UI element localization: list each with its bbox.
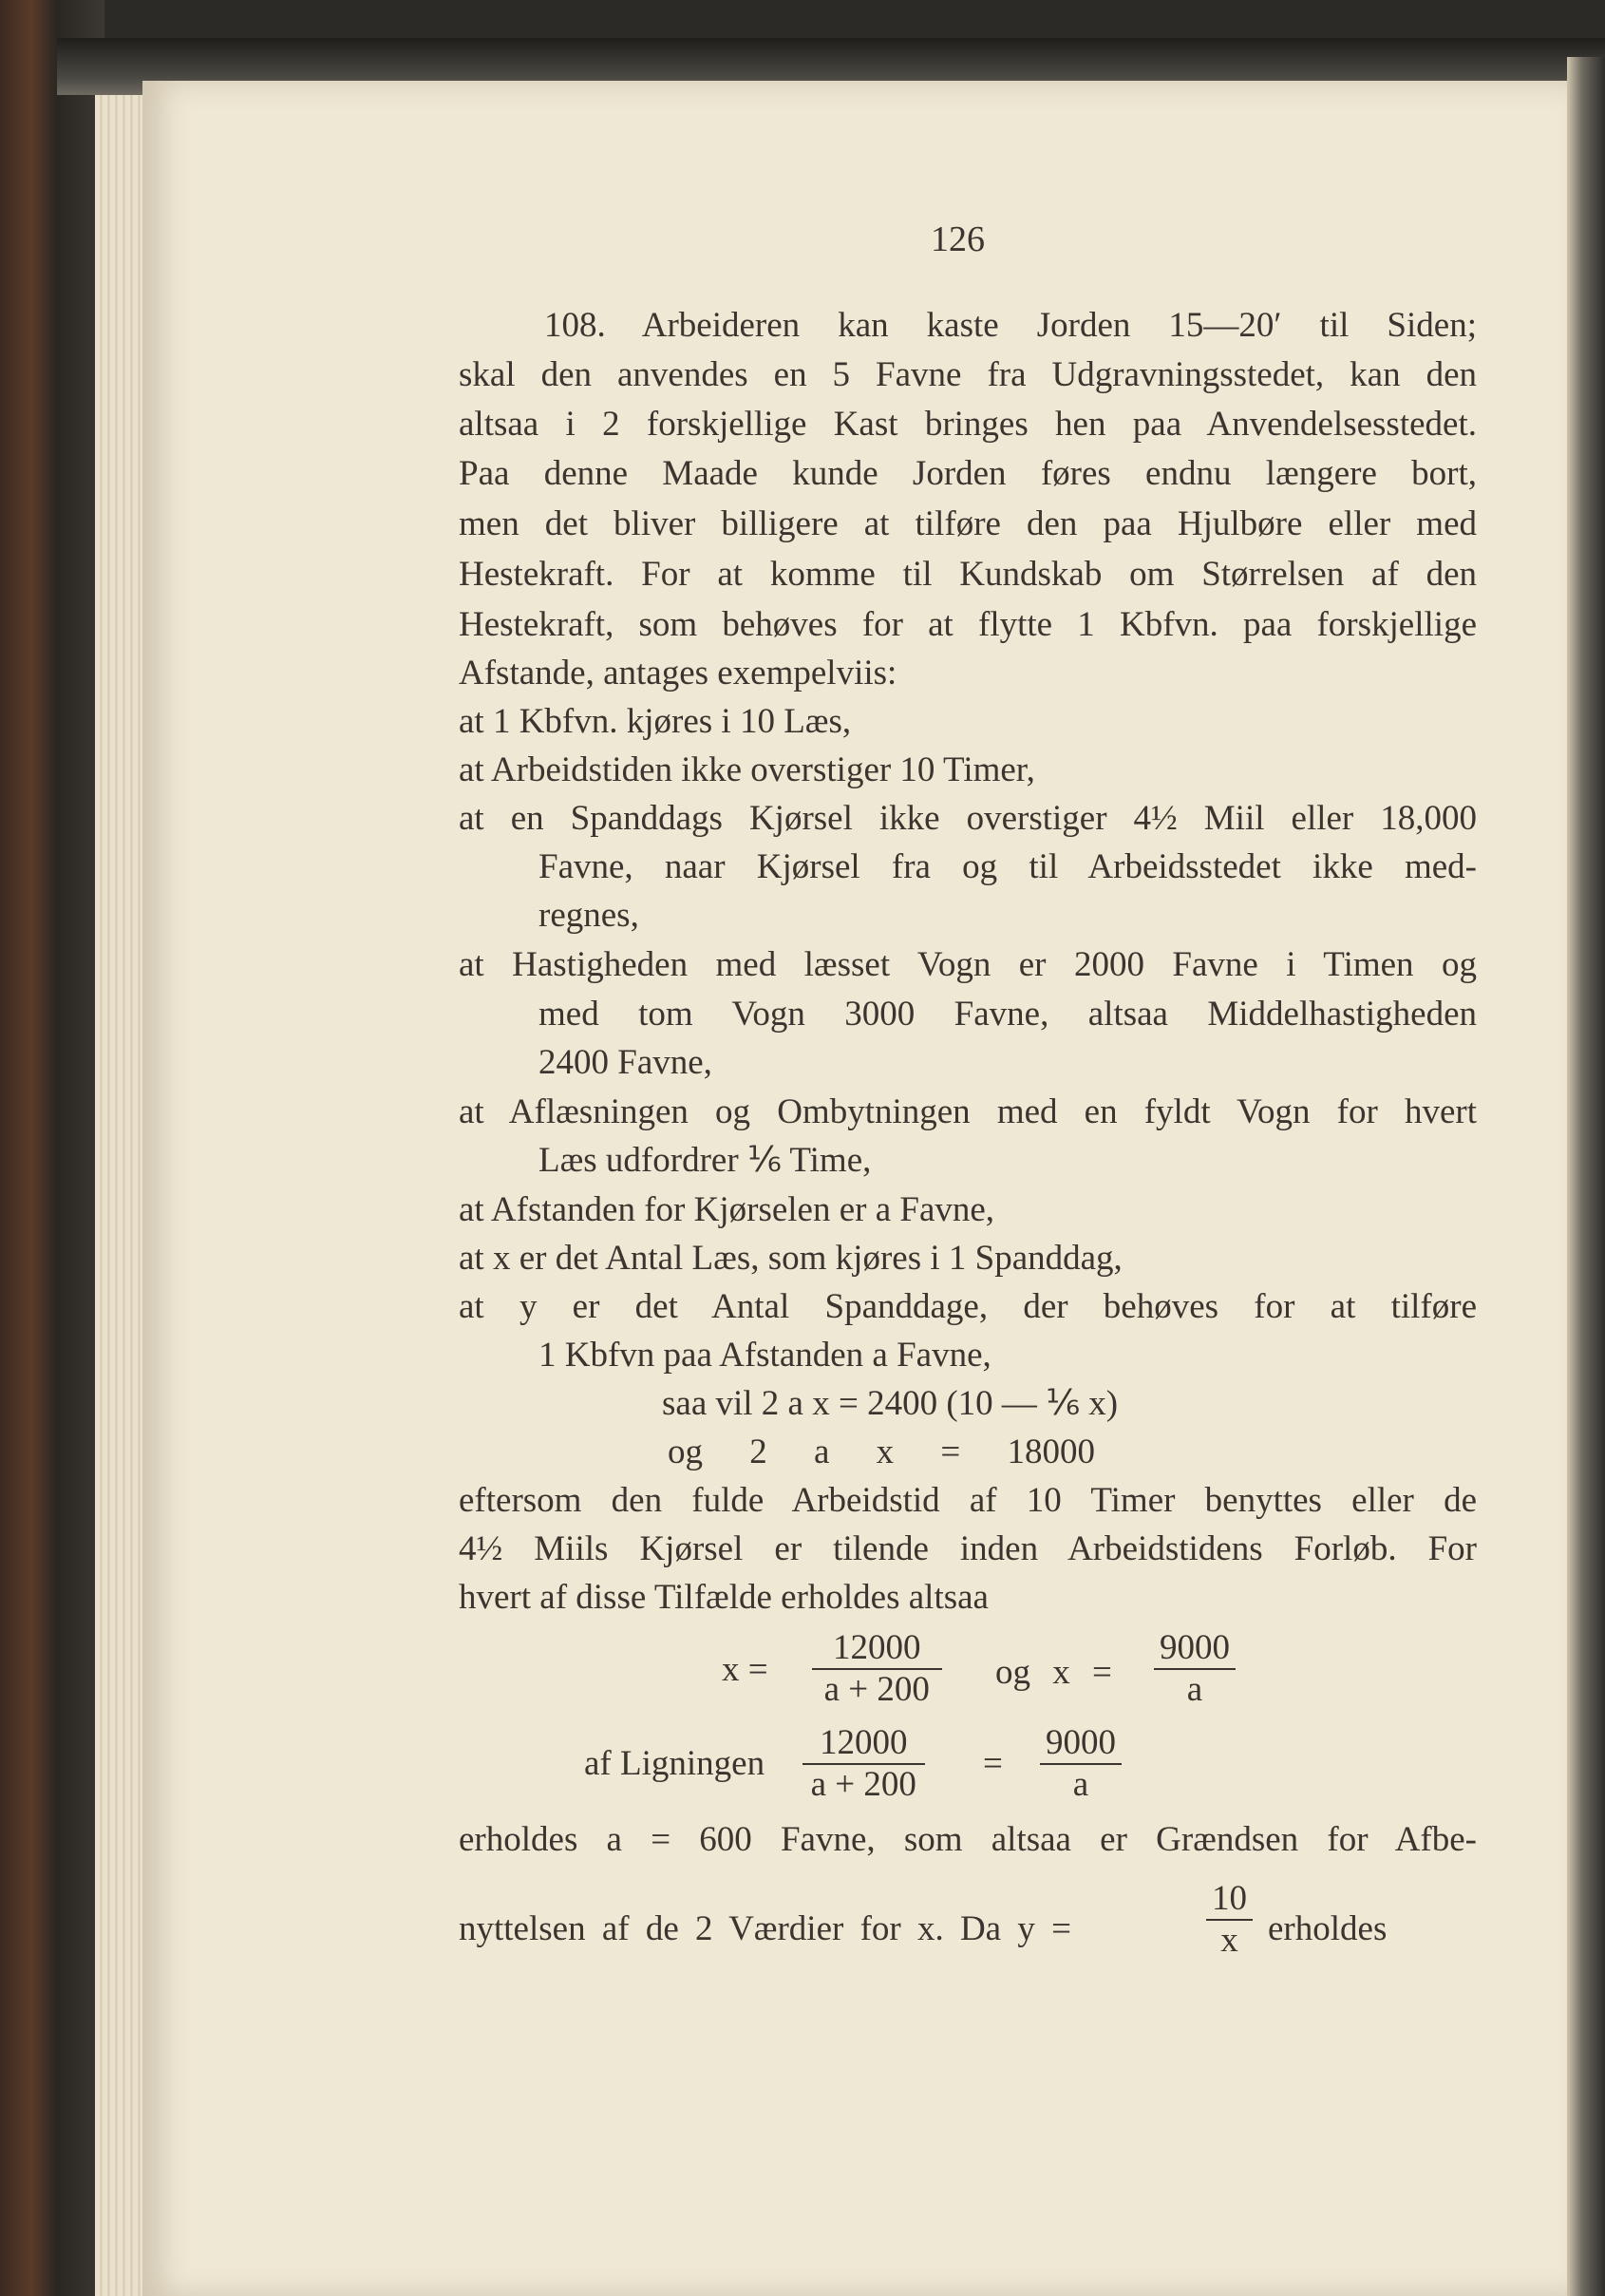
- text-line: nyttelsen af de 2 Værdier for x. Da y =: [459, 1909, 1071, 1948]
- list-item-cont: med tom Vogn 3000 Favne, altsaa Middelhastigheden: [538, 995, 1477, 1034]
- fraction: [1154, 1628, 1236, 1710]
- formula-lhs: x =: [722, 1650, 768, 1689]
- list-item: at Arbeidstiden ikke overstiger 10 Timer,: [459, 750, 1035, 789]
- formula-mid: og x =: [995, 1653, 1112, 1692]
- numerator: 12000: [812, 1628, 942, 1670]
- denominator: a: [1186, 1670, 1203, 1709]
- text-word: erholdes: [1268, 1909, 1388, 1948]
- page-number: 126: [931, 219, 985, 259]
- formula-label: af Ligningen: [584, 1744, 765, 1783]
- denominator: x: [1220, 1921, 1238, 1960]
- list-item-cont: 2400 Favne,: [538, 1043, 712, 1082]
- denominator: a: [1072, 1765, 1089, 1804]
- numerator: 9000: [1154, 1628, 1236, 1670]
- book-right-edge: [1567, 57, 1605, 2296]
- numerator: 12000: [802, 1723, 925, 1765]
- text-line: eftersom den fulde Arbeidstid af 10 Timer benyttes eller de: [459, 1481, 1477, 1520]
- equation-line: og 2 a x = 18000: [668, 1433, 1096, 1471]
- numerator: 9000: [1040, 1723, 1122, 1765]
- text-line: men det bliver billigere at tilføre den paa Hjulbøre eller med: [459, 504, 1477, 543]
- text-line: Afstande, antages exempelviis:: [459, 654, 897, 693]
- list-item-cont: regnes,: [538, 896, 639, 935]
- list-item: at Aflæsningen og Ombytningen med en fyldt Vogn for hvert: [459, 1092, 1477, 1131]
- text-line: Hestekraft. For at komme til Kundskab om Størrelsen af den: [459, 555, 1477, 594]
- text-line: Hestekraft, som behøves for at flytte 1 Kbfvn. paa forskjellige: [459, 605, 1477, 644]
- list-item: at x er det Antal Læs, som kjøres i 1 Spanddag,: [459, 1239, 1123, 1278]
- text-line: hvert af disse Tilfælde erholdes altsaa: [459, 1578, 989, 1617]
- text-line: erholdes a = 600 Favne, som altsaa er Grændsen for Afbe-: [459, 1820, 1477, 1859]
- fraction: [812, 1628, 942, 1710]
- list-item: at 1 Kbfvn. kjøres i 10 Læs,: [459, 702, 852, 741]
- equals-sign: =: [983, 1744, 1003, 1783]
- fraction: [1206, 1879, 1253, 1961]
- text-line: skal den anvendes en 5 Favne fra Udgravningsstedet, kan den: [459, 355, 1477, 394]
- denominator: a + 200: [810, 1765, 916, 1804]
- list-item-cont: 1 Kbfvn paa Afstanden a Favne,: [538, 1336, 991, 1375]
- list-item: at en Spanddags Kjørsel ikke overstiger 4½ Miil eller 18,000: [459, 799, 1477, 838]
- text-line: Paa denne Maade kunde Jorden føres endnu længere bort,: [459, 454, 1477, 493]
- list-item: at y er det Antal Spanddage, der behøves for at tilføre: [459, 1287, 1477, 1326]
- text-line: 108. Arbeideren kan kaste Jorden 15—20′ til Siden;: [544, 306, 1477, 345]
- denominator: a + 200: [823, 1670, 930, 1709]
- numerator: 10: [1206, 1879, 1253, 1921]
- text-line: 4½ Miils Kjørsel er tilende inden Arbeidstidens Forløb. For: [459, 1529, 1477, 1568]
- list-item: at Hastigheden med læsset Vogn er 2000 Favne i Timen og: [459, 945, 1477, 984]
- list-item: at Afstanden for Kjørselen er a Favne,: [459, 1190, 995, 1229]
- fraction: [802, 1723, 925, 1805]
- list-item-cont: Læs udfordrer ⅙ Time,: [538, 1141, 872, 1180]
- equation-line: saa vil 2 a x = 2400 (10 — ⅙ x): [662, 1384, 1119, 1423]
- text-line: altsaa i 2 forskjellige Kast bringes hen paa Anvendelsesstedet.: [459, 405, 1477, 444]
- book-cover: [0, 0, 104, 2296]
- list-item-cont: Favne, naar Kjørsel fra og til Arbeidsstedet ikke med-: [538, 847, 1477, 886]
- fraction: [1040, 1723, 1122, 1805]
